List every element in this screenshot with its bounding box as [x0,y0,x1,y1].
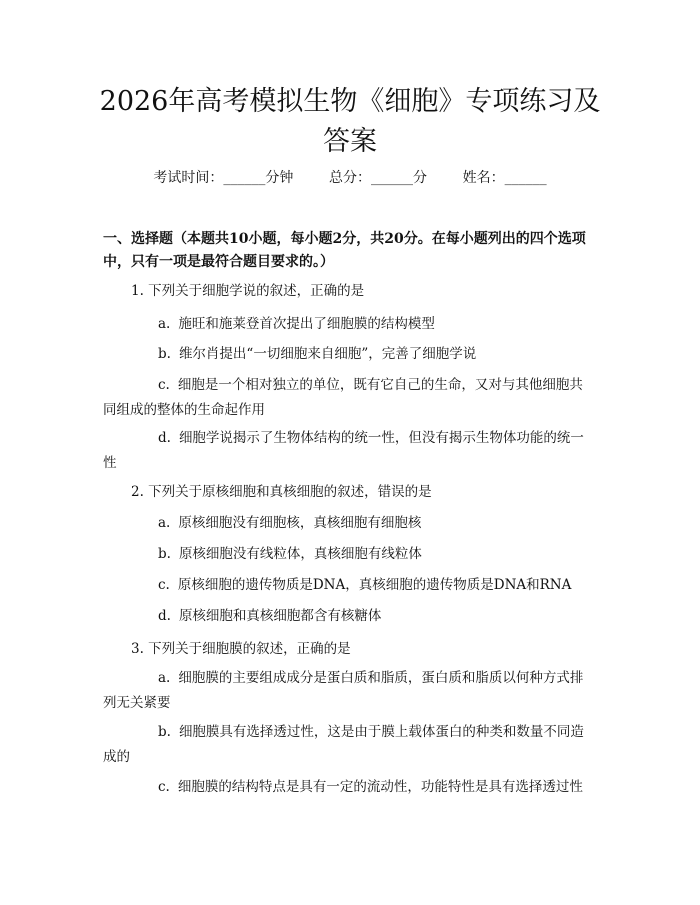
option-item [103,666,590,716]
option-item [103,426,590,476]
time-unit: 分钟 [265,170,294,186]
option-item [103,775,590,800]
option-item [103,720,590,770]
section-heading: 一、选择题（本题共10小题，每小题2分，共20分。在每小题列出的四个选项中，只有一项是最符合题目要求的。） [103,231,586,270]
option-letter: b. [158,346,171,362]
option-letter: c. [158,377,170,393]
question-stem: 2. 下列关于原核细胞和真核细胞的叙述，错误的是 [131,484,432,500]
name-label: 姓名： [462,170,505,186]
option-letter: a. [158,515,171,531]
option-text: 维尔肖提出“一切细胞来自细胞”，完善了细胞学说 [178,346,477,362]
option-letter: a. [158,316,171,332]
option-text: 细胞膜具有选择透过性，这是由于膜上载体蛋白的种类和数量不同造成的 [103,724,584,765]
option-letter: b. [158,546,171,562]
option-letter: b. [158,724,171,740]
option-text: 细胞膜的主要组成成分是蛋白质和脂质，蛋白质和脂质以何种方式排列无关紧要 [103,670,584,711]
option-text: 原核细胞没有线粒体，真核细胞有线粒体 [178,546,422,562]
option-letter: c. [158,577,170,593]
score-unit: 分 [413,170,427,186]
time-blank: ______ [223,170,266,186]
option-letter: c. [158,779,170,795]
option-item [103,542,590,567]
score-blank: ______ [371,170,413,186]
option-text: 细胞学说揭示了生物体结构的统一性，但没有揭示生物体功能的统一性 [103,430,584,471]
option-item [103,312,590,337]
score-label: 总分： [329,170,371,186]
option-item [103,373,590,423]
exam-info-line [0,168,700,188]
option-text: 施旺和施莱登首次提出了细胞膜的结构模型 [178,316,435,332]
option-letter: d. [158,608,171,624]
option-text: 细胞是一个相对独立的单位，既有它自己的生命，又对与其他细胞共同组成的整体的生命起作用 [103,377,583,418]
option-item [103,511,590,536]
option-item [103,604,590,629]
option-text: 原核细胞和真核细胞都含有核糖体 [178,608,382,624]
option-item [103,573,590,598]
question-stem: 1. 下列关于细胞学说的叙述，正确的是 [131,283,365,299]
option-text: 原核细胞的遗传物质是DNA，真核细胞的遗传物质是DNA和RNA [177,577,572,593]
document-title: 2026年高考模拟生物《细胞》专项练习及答案 [99,86,601,157]
option-text: 原核细胞没有细胞核，真核细胞有细胞核 [178,515,422,531]
option-letter: d. [158,430,171,446]
option-item [103,342,590,367]
time-label: 考试时间： [153,170,224,186]
name-blank: ______ [504,170,547,186]
option-letter: a. [158,670,171,686]
question-stem: 3. 下列关于细胞膜的叙述，正确的是 [131,641,351,657]
option-text: 细胞膜的结构特点是具有一定的流动性，功能特性是具有选择透过性 [177,779,583,795]
